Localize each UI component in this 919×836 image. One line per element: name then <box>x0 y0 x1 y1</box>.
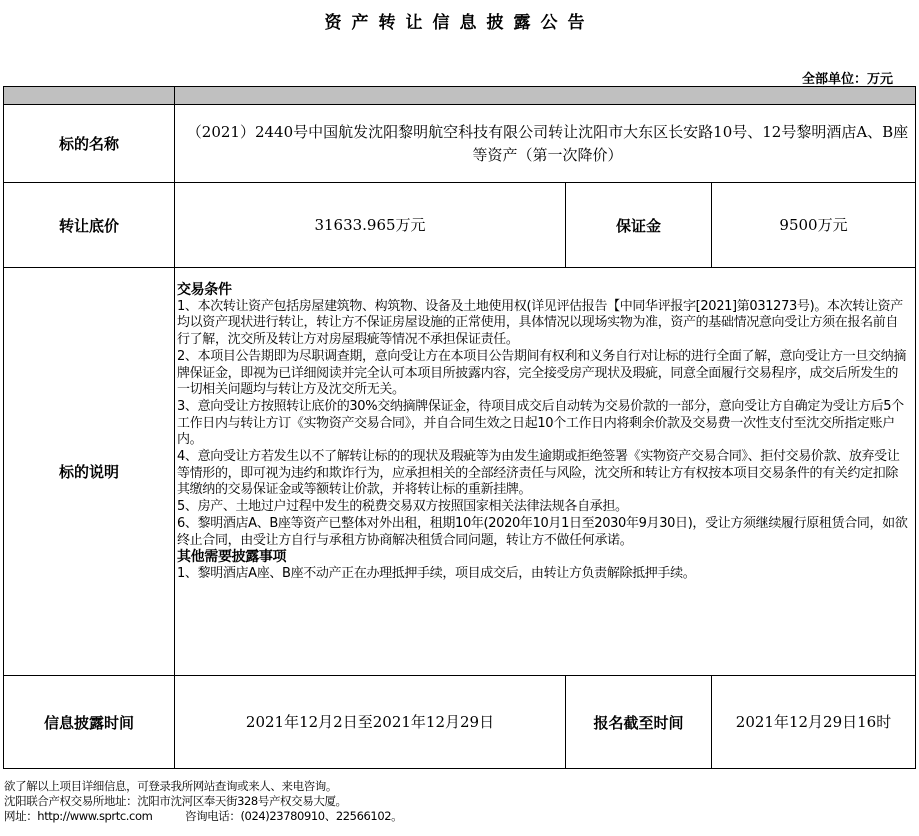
deadline-value: 2021年12月29日16时 <box>735 712 892 731</box>
name-value: （2021）2440号中国航发沈阳黎明航空科技有限公司转让沈阳市大东区长安路10号、12号黎明酒店A、B座等资产（第一次降价） <box>186 122 909 164</box>
footer-line: 欲了解以上项目详细信息，可登录我所网站查询或来人、来电咨询。 <box>4 779 337 793</box>
description-content <box>175 282 910 583</box>
condition-item: 4、意向受让方若发生以不了解转让标的的现状及瑕疵等为由发生逾期或拒绝签署《实物资产交易合同》、拒付交易价款、放弃受让等情形的，即可视为违约和欺诈行为，应承担相关的全部经济责任与风险，沈交所和转让方有权按本项目交易条件的有关约定扣除其缴纳的交易保证金或等额转让价款，并将转让标的重新挂牌。 <box>177 449 900 498</box>
price-value: 31633.965万元 <box>314 215 426 234</box>
period-value: 2021年12月2日至2021年12月29日 <box>245 712 495 731</box>
footer-contact: 网址：http://www.sprtc.com 咨询电话：(024)23780910、22566102。 <box>4 809 403 823</box>
condition-item: 1、本次转让资产包括房屋建筑物、构筑物、设备及土地使用权(详见评估报告【中同华评报字[2021]第031273号)。本次转让资产均以资产现状进行转让，转让方不保证房屋设施的正常使用，具体情况以现场实物为准，资产的基础情况意向受让方须在报名前自行了解，沈交所及转让方对房屋瑕疵等情况不承担保证责任。 <box>177 298 903 348</box>
deposit-label: 保证金 <box>615 216 661 235</box>
deposit-value: 9500万元 <box>779 215 848 234</box>
condition-item: 3、意向受让方按照转让底价的30%交纳摘牌保证金，待项目成交后自动转为交易价款的一部分，意向受让方自确定为受让方后5个工作日内与转让方订《实物资产交易合同》，并自合同生效之日起10个工作日内将剩余价款及交易费一次性支付至沈交所指定账户内。 <box>177 398 904 448</box>
name-label: 标的名称 <box>58 135 119 153</box>
table-header-bar <box>4 87 915 104</box>
period-label: 信息披露时间 <box>43 713 134 732</box>
condition-item: 5、房产、土地过户过程中发生的税费交易双方按照国家相关法律法规各自承担。 <box>177 499 628 515</box>
page-title: 资产转让信息披露公告 <box>324 13 595 33</box>
footer-info <box>4 779 402 824</box>
condition-item: 2、本项目公告期即为尽职调查期，意向受让方在本项目公告期间有权利和义务自行对让标的进行全面了解，意向受让方一旦交纳摘牌保证金，即视为已详细阅读并完全认可本项目所披露内容，完全接受房产现状及瑕疵，同意全面履行交易程序，成交后所发生的一切相关问题均与转让方及沈交所无关。 <box>177 348 906 398</box>
other-item: 1、黎明酒店A座、B座不动产正在办理抵押手续，项目成交后，由转让方负责解除抵押手续。 <box>177 565 696 581</box>
description-label: 标的说明 <box>58 463 119 481</box>
footer-address: 沈阳联合产权交易所地址：沈阳市沈河区奉天街328号产权交易大厦。 <box>4 794 347 808</box>
deadline-label: 报名截至时间 <box>593 713 684 732</box>
section-title: 交易条件 <box>177 282 232 298</box>
price-label: 转让底价 <box>58 216 119 235</box>
condition-item: 6、黎明酒店A、B座等资产已整体对外出租，租期10年(2020年10月1日至2030年9月30日)，受让方须继续履行原租赁合同，如欲终止合同，由受让方自行与承租方协商解决租赁合同问题，转让方不做任何承诺。 <box>177 515 908 548</box>
section-title: 其他需要披露事项 <box>177 549 287 566</box>
unit-note: 全部单位：万元 <box>801 72 893 87</box>
